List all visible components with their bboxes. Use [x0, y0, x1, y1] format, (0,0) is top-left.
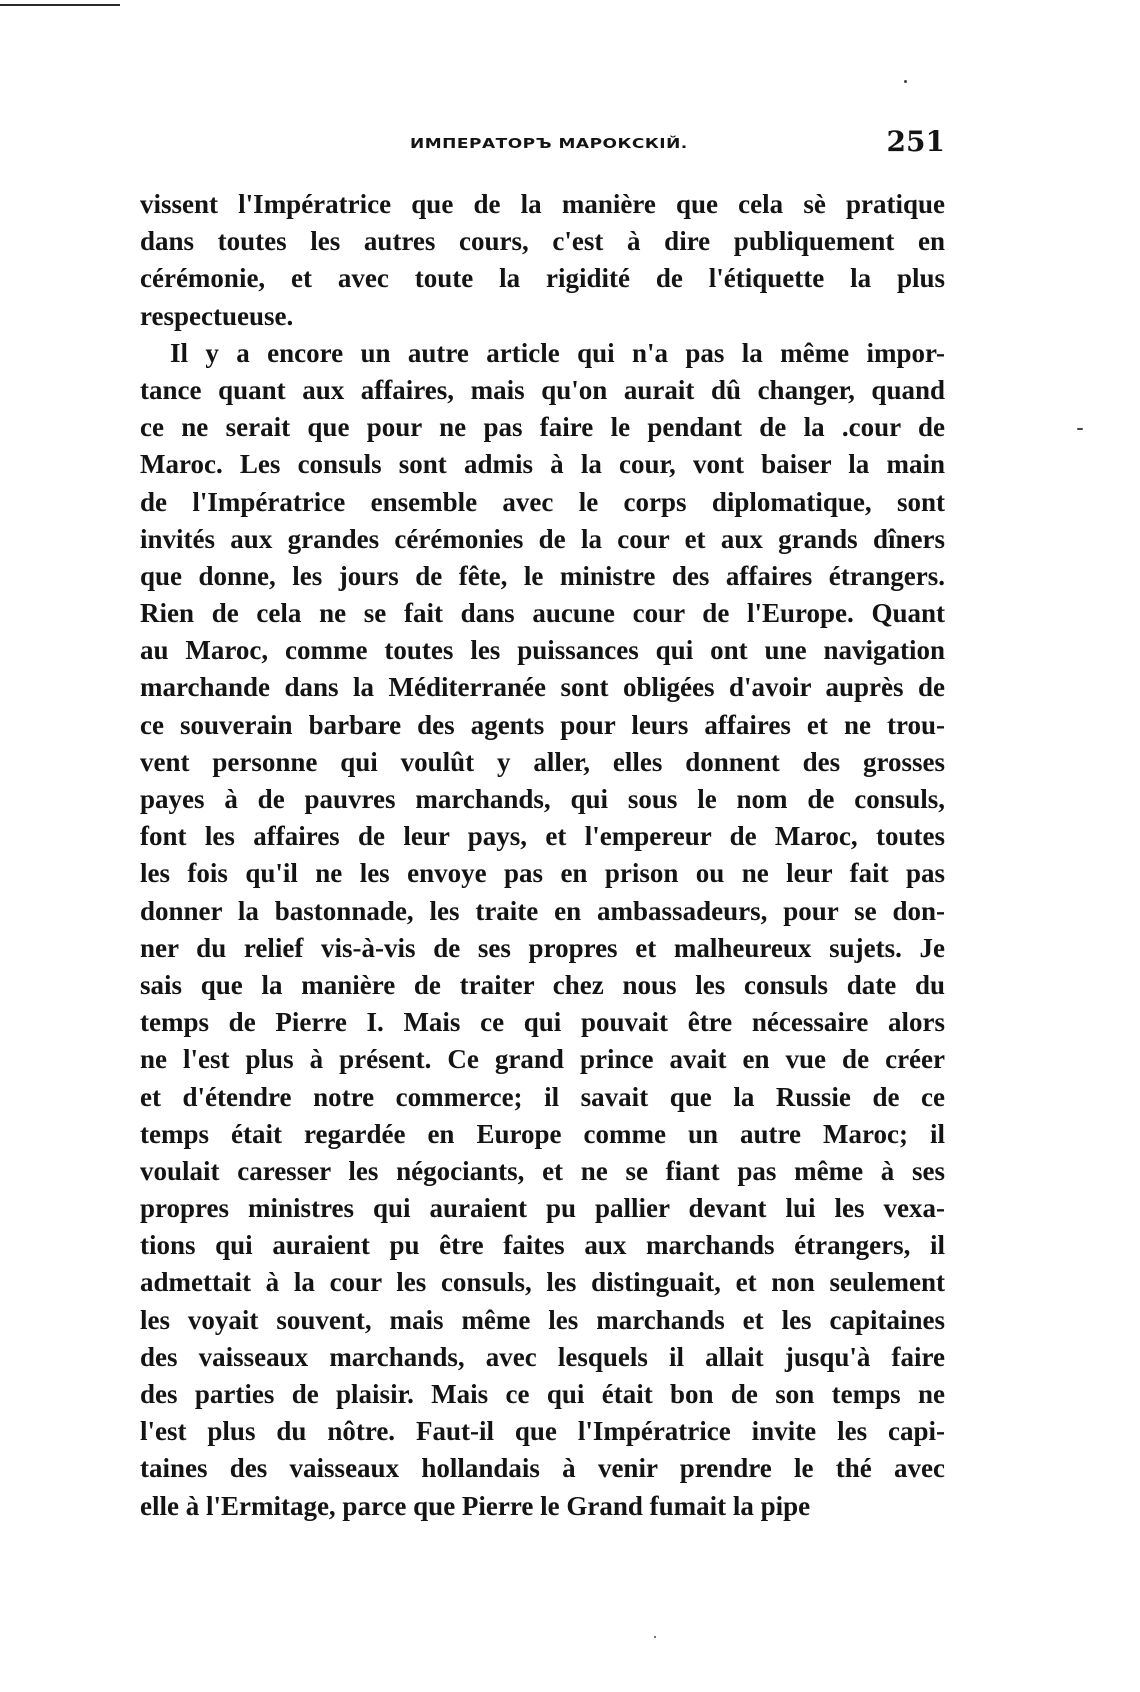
text-line: vissent l'Impératrice que de la manière que cela sè pratique — [140, 189, 945, 219]
text-line: propres ministres qui auraient pu pallier devant lui les vexa- — [140, 1193, 945, 1224]
text-line: sais que la manière de traiter chez nous les consuls date du — [140, 969, 945, 1000]
ink-speck — [654, 1636, 656, 1638]
text-line: elle à l'Ermitage, parce que Pierre le Grand fumait la pipe — [140, 1490, 811, 1521]
text-line: temps de Pierre I. Mais ce qui pouvait être nécessaire alors — [140, 1007, 945, 1038]
text-line: cérémonie, et avec toute la rigidité de l'étiquette la plus — [140, 263, 945, 294]
page-number: 251 — [886, 125, 945, 158]
text-line: invités aux grandes cérémonies de la cour et aux grands dîners — [140, 523, 945, 554]
text-line: au Maroc, comme toutes les puissances qui ont une navigation — [140, 635, 945, 666]
page-header — [140, 126, 945, 166]
text-line: les voyait souvent, mais même les marchands et les capitaines — [140, 1304, 945, 1335]
text-line: ce ne serait que pour ne pas faire le pendant de la .cour de — [140, 412, 945, 443]
text-line: ner du relief vis-à-vis de ses propres et malheureux sujets. Je — [140, 932, 945, 963]
scan-edge-rule — [0, 4, 120, 6]
text-line: admettait à la cour les consuls, les distinguait, et non seulement — [140, 1267, 945, 1298]
text-line: de l'Impératrice ensemble avec le corps diplomatique, sont — [140, 486, 945, 517]
text-line: et d'étendre notre commerce; il savait que la Russie de ce — [140, 1081, 945, 1112]
text-line: que donne, les jours de fête, le ministre des affaires étrangers. — [140, 560, 945, 591]
text-line: temps était regardée en Europe comme un autre Maroc; il — [140, 1118, 945, 1149]
text-line: vent personne qui voulût y aller, elles donnent des grosses — [140, 746, 945, 777]
text-line: ne l'est plus à présent. Ce grand prince avait en vue de créer — [140, 1044, 945, 1075]
text-line: tions qui auraient pu être faites aux marchands étrangers, il — [140, 1230, 945, 1261]
text-line: ce souverain barbare des agents pour leurs affaires et ne trou- — [140, 709, 945, 740]
text-line: Rien de cela ne se fait dans aucune cour de l'Europe. Quant — [140, 598, 945, 629]
text-line: des parties de plaisir. Mais ce qui était bon de son temps ne — [140, 1379, 945, 1409]
ink-speck — [904, 80, 907, 83]
text-line: tance quant aux affaires, mais qu'on aurait dû changer, quand — [140, 374, 945, 405]
text-line: l'est plus du nôtre. Faut-il que l'Impératrice invite les capi- — [140, 1416, 945, 1447]
text-line: des vaisseaux marchands, avec lesquels il allait jusqu'à faire — [140, 1341, 945, 1372]
running-title: ИМПЕРАТОРЪ МАРОКСКІЙ. — [410, 136, 688, 152]
text-line: taines des vaisseaux hollandais à venir prendre le thé avec — [140, 1453, 945, 1484]
text-line: Maroc. Les consuls sont admis à la cour, vont baiser la main — [140, 449, 945, 480]
text-line: font les affaires de leur pays, et l'empereur de Maroc, toutes — [140, 821, 945, 852]
text-line: respectueuse. — [140, 300, 294, 331]
text-line: marchande dans la Méditerranée sont obligées d'avoir auprès de — [140, 672, 945, 703]
text-line: payes à de pauvres marchands, qui sous le nom de consuls, — [140, 784, 945, 814]
text-line: voulait caresser les négociants, et ne se fiant pas même à ses — [140, 1155, 945, 1186]
ink-speck — [1077, 428, 1083, 430]
text-line: dans toutes les autres cours, c'est à dire publiquement en — [140, 226, 945, 257]
text-line: les fois qu'il ne les envoye pas en prison ou ne leur fait pas — [140, 858, 945, 889]
text-line: donner la bastonnade, les traite en ambassadeurs, pour se don- — [140, 895, 945, 926]
text-line: Il y a encore un autre article qui n'a pas la même impor- — [170, 337, 945, 368]
body-text — [140, 186, 945, 1525]
